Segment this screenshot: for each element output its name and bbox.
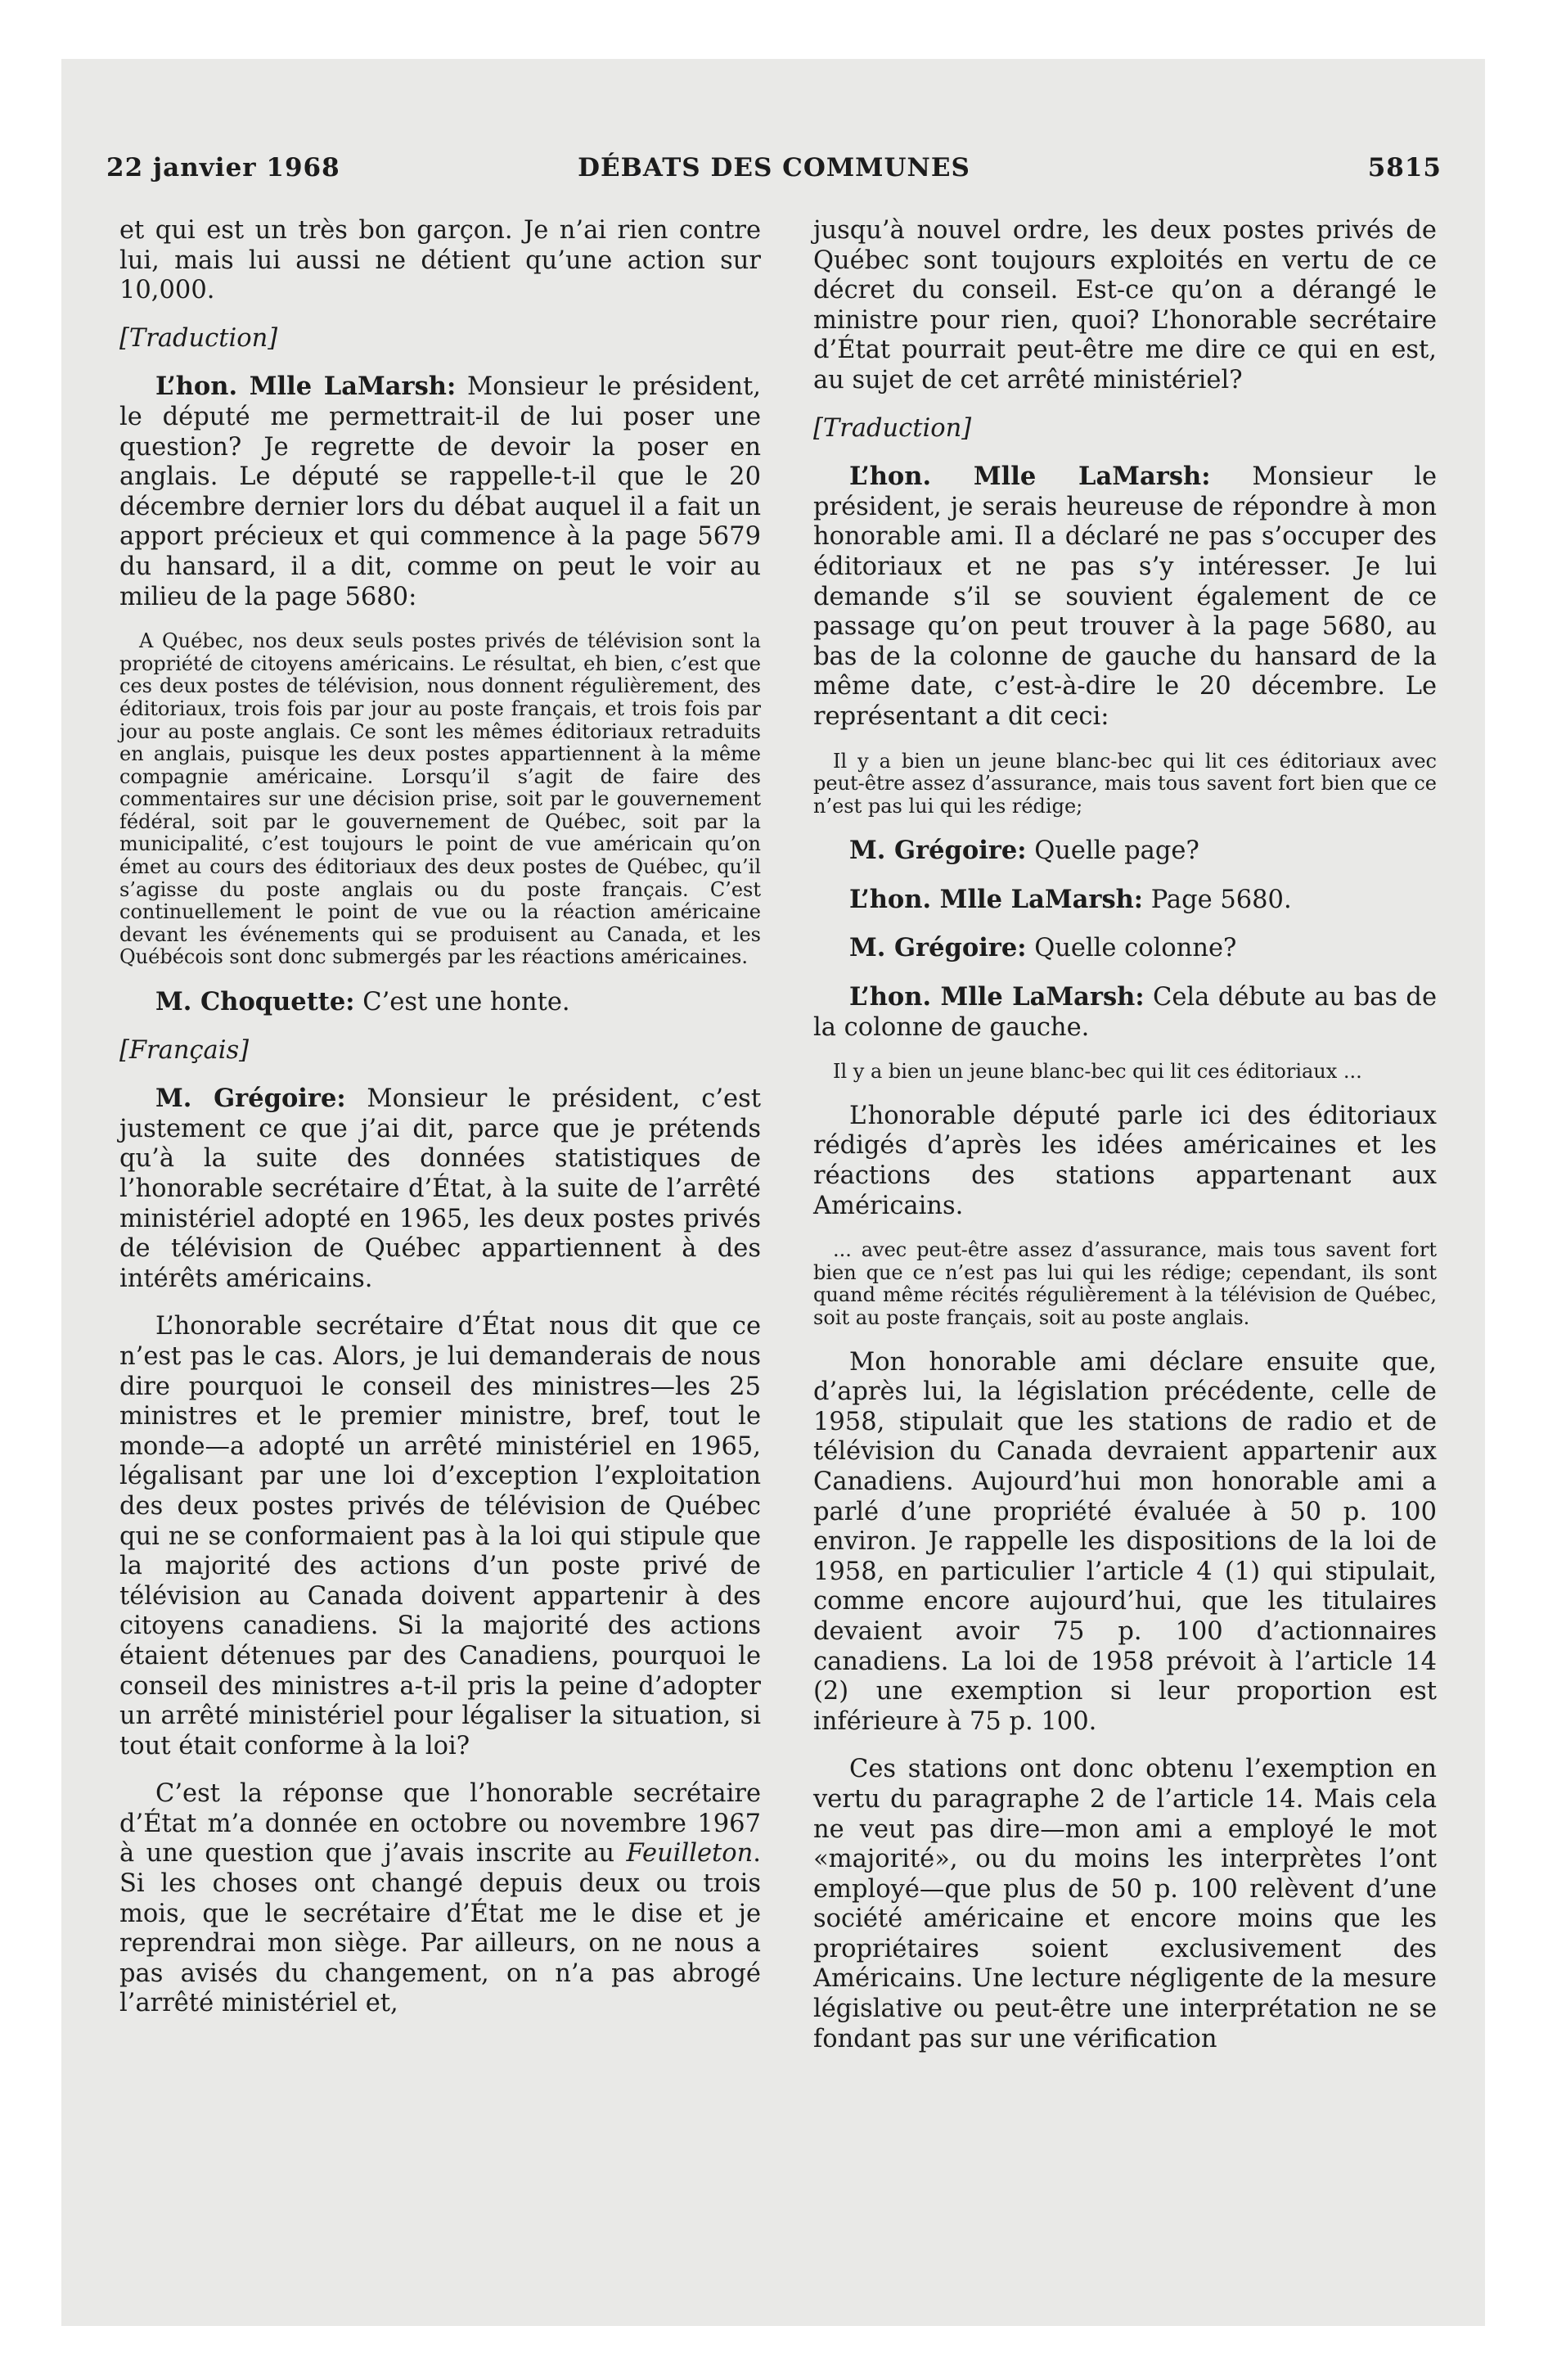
speaker-name: M. Grégoire: — [155, 1084, 346, 1114]
paragraph — [119, 1779, 761, 2019]
speech-paragraph — [813, 982, 1437, 1043]
speaker-name: L’hon. Mlle LaMarsh: — [849, 982, 1145, 1012]
speech-paragraph — [119, 1084, 761, 1294]
speech-paragraph — [119, 372, 761, 612]
text-run: . Si les choses ont changé depuis deux ou trois mois, que le secrétaire d’État me le dise et je reprendrai mon siège. Par ailleurs, on ne nous a pas avisés du changement, on n’a pas abrogé l’arrêté ministériel et, — [119, 1839, 761, 2018]
speech-text: Quelle colonne? — [1026, 934, 1237, 963]
paragraph: jusqu’à nouvel ordre, les deux postes privés de Québec sont toujours exploités en vertu de ce décret du conseil. Est-ce qu’on a dérangé le ministre pour rien, quoi? L’honorable secrétaire d’État pourrait peut-être me dire ce qui en est, au sujet de cet arrêté ministériel? — [813, 216, 1437, 394]
speech-text: C’est une honte. — [354, 988, 570, 1017]
left-column — [119, 216, 761, 2037]
paragraph: et qui est un très bon garçon. Je n’ai rien contre lui, mais lui aussi ne détient qu’une action sur 10,000. — [119, 216, 761, 305]
speech-paragraph — [119, 987, 761, 1018]
speech-paragraph — [813, 885, 1437, 916]
speaker-name: L’hon. Mlle LaMarsh: — [155, 372, 457, 402]
section-label: [Traduction] — [119, 323, 278, 353]
speech-text: Page 5680. — [1143, 885, 1292, 914]
speech-paragraph — [813, 933, 1437, 964]
section-label: [Français] — [119, 1035, 250, 1065]
speaker-name: L’hon. Mlle LaMarsh: — [849, 884, 1144, 914]
section-label: [Traduction] — [813, 413, 972, 443]
speech-paragraph — [813, 836, 1437, 867]
paragraph: L’honorable député parle ici des éditoriaux rédigés d’après les idées américaines et les réactions des stations appartenant aux Américains. — [813, 1101, 1437, 1220]
paragraph: Ces stations ont donc obtenu l’exemption en vertu du paragraphe 2 de l’article 14. Mais cela ne veut pas dire—mon ami a employé le mot «majorité», ou du moins les interprètes l’ont employé—que plus de 50 p. 100 relèvent d’une société américaine et encore moins que les propriétaires soient exclusivement des Américains. Une lecture négligente de la mesure législative ou peut-être une interprétation ne se fondant pas sur une vérification — [813, 1755, 1437, 2053]
speaker-name: M. Choquette: — [155, 987, 355, 1017]
speech-text: Monsieur le président, je serais heureuse de répondre à mon honorable ami. Il a déclaré ne pas s’occuper des éditoriaux et ne pas s’y intéresser. Je lui demande s’il se souvient également de ce passage qu’on peut trouver à la page 5680, au bas de la colonne de gauche du hansard de la même date, c’est-à-dire le 20 décembre. Le représentant a dit ceci: — [813, 462, 1437, 731]
block-quote: Il y a bien un jeune blanc-bec qui lit ces éditoriaux ... — [833, 1060, 1362, 1084]
text-run: C’est la réponse que l’honorable secrétaire d’État m’a donnée en octobre ou novembre 1967 à une question que j’avais inscrite au — [119, 1779, 761, 1868]
speech-text: Cela débute au bas de la colonne de gauche. — [813, 983, 1438, 1042]
paragraph: L’honorable secrétaire d’État nous dit que ce n’est pas le cas. Alors, je lui demanderais de nous dire pourquoi le conseil des ministres—les 25 ministres et le premier ministre, bref, tout le monde—a adopté un arrêté ministériel en 1965, légalisant par une loi d’exception l’exploitation des deux postes privés de télévision de Québec qui ne se conformaient pas à la loi qui stipule que la majorité des actions d’un poste privé de télévision au Canada doivent appartenir à des citoyens canadiens. Si la majorité des actions étaient détenues par des Canadiens, pourquoi le conseil des ministres a-t-il pris la peine d’adopter un arrêté ministériel pour légaliser la situation, si tout était conforme à la loi? — [119, 1312, 761, 1760]
page-number: 5815 — [1367, 153, 1442, 183]
speaker-name: L’hon. Mlle LaMarsh: — [849, 462, 1211, 492]
italic-text: Feuilleton — [626, 1839, 754, 1868]
speech-text: Monsieur le président, c’est justement ce que j’ai dit, parce que je prétends qu’à la suite des données statistiques de l’honorable secrétaire d’État, à la suite de l’arrêté ministériel adopté en 1965, les deux postes privés de télévision de Québec appartiennent à des intérêts américains. — [119, 1084, 762, 1293]
speech-paragraph — [813, 462, 1437, 732]
block-quote: Il y a bien un jeune blanc-bec qui lit ces éditoriaux avec peut-être assez d’assurance, mais tous savent fort bien que ce n’est pas lui qui les rédige; — [813, 749, 1437, 818]
block-quote: A Québec, nos deux seuls postes privés de télévision sont la propriété de citoyens américains. Le résultat, eh bien, c’est que ces deux postes de télévision, nous donnent régulièrement, des éditoriaux, trois fois par jour au poste français, et trois fois par jour au poste anglais. Ce sont les mêmes éditoriaux retraduits en anglais, puisque les deux postes appartiennent à la même compagnie américaine. Lorsqu’il s’agit de faire des commentaires sur une décision prise, soit par le gouvernement fédéral, soit par le gouvernement de Québec, soit par la municipalité, c’est toujours le point de vue américain qu’on émet au cours des éditoriaux des deux postes de Québec, qu’il s’agisse du poste anglais ou du poste français. C’est continuellement le point de vue ou la réaction américaine devant les événements qui se produisent au Canada, et les Québécois sont donc submergés par les réactions américaines. — [119, 629, 761, 969]
speech-text: Monsieur le président, le député me permettrait-il de lui poser une question? Je regrette de devoir la poser en anglais. Le député se rappelle-t-il que le 20 décembre dernier lors du débat auquel il a fait un apport précieux et qui commence à la page 5679 du hansard, il a dit, comme on peut le voir au milieu de la page 5680: — [119, 372, 761, 611]
speaker-name: M. Grégoire: — [849, 836, 1027, 866]
page-date: 22 janvier 1968 — [106, 153, 340, 183]
page-title: DÉBATS DES COMMUNES — [578, 153, 970, 183]
speaker-name: M. Grégoire: — [849, 933, 1027, 963]
paragraph: Mon honorable ami déclare ensuite que, d’après lui, la législation précédente, celle de 1958, stipulait que les stations de radio et de télévision du Canada devraient appartenir aux Canadiens. Aujourd’hui mon honorable ami a parlé d’une propriété évaluée à 50 p. 100 environ. Je rappelle les dispositions de la loi de 1958, en particulier l’article 4 (1) qui stipulait, comme encore aujourd’hui, que les titulaires devaient avoir 75 p. 100 d’actionnaires canadiens. La loi de 1958 prévoit à l’article 14 (2) une exemption si leur proportion est inférieure à 75 p. 100. — [813, 1347, 1437, 1736]
speech-text: Quelle page? — [1026, 836, 1199, 866]
right-column — [813, 216, 1437, 2072]
block-quote: ... avec peut-être assez d’assurance, mais tous savent fort bien que ce n’est pas lui qui les rédige; cependant, ils sont quand même récités régulièrement à la télévision de Québec, soit au poste français, soit au poste anglais. — [813, 1238, 1437, 1329]
